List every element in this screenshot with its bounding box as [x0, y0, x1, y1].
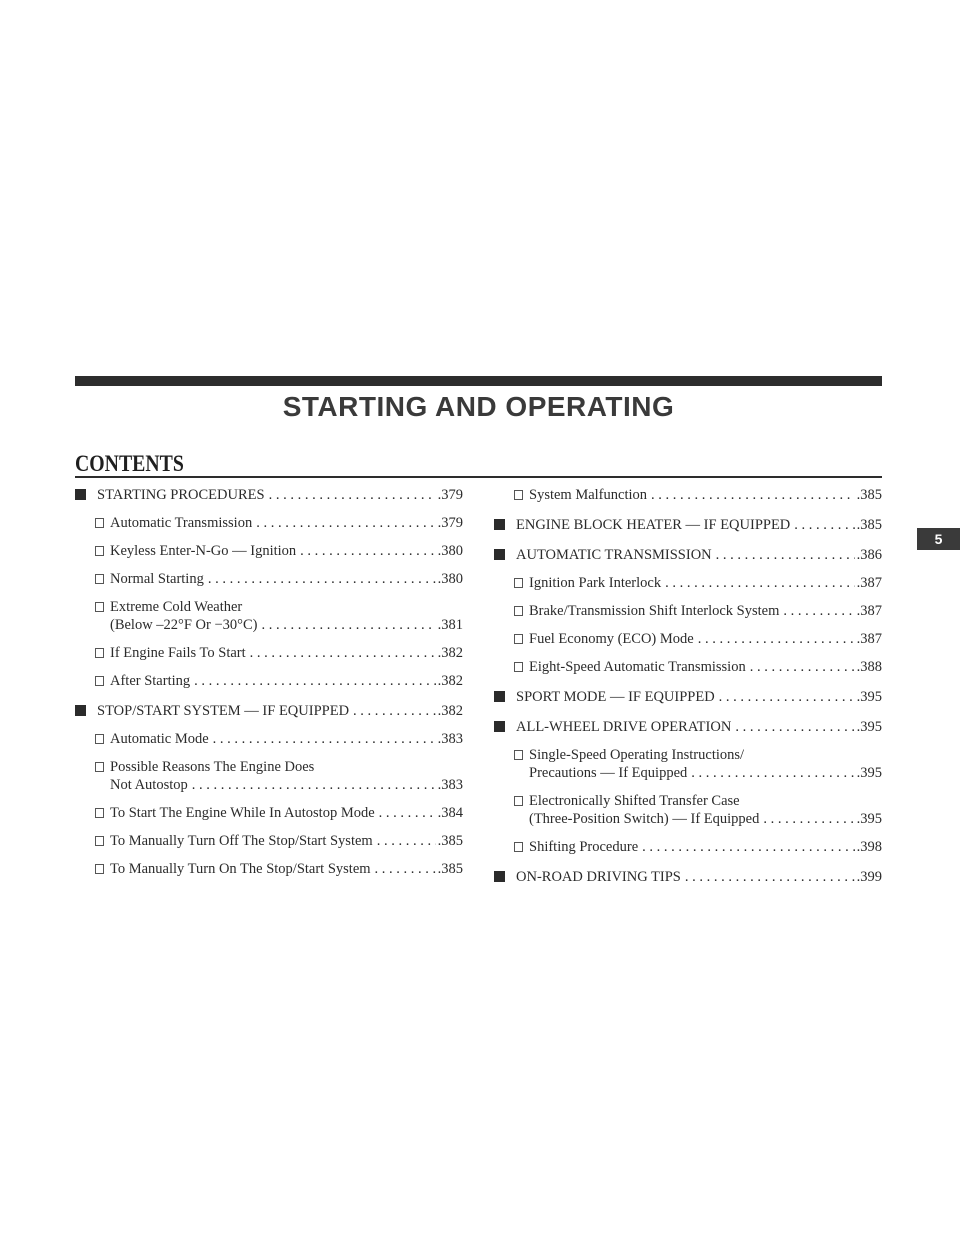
box-bullet-icon [514, 662, 523, 672]
dot-leader [691, 764, 854, 782]
toc-entry-title: Keyless Enter-N-Go — Ignition [110, 543, 297, 559]
toc-entry-title: ALL-WHEEL DRIVE OPERATION [516, 719, 732, 735]
box-bullet-icon [95, 676, 104, 686]
toc-entry-page: .379 [437, 515, 463, 531]
toc-section-entry[interactable] [494, 688, 882, 706]
dot-leader [300, 542, 435, 560]
box-bullet-icon [95, 836, 104, 846]
box-bullet-icon [514, 606, 523, 616]
square-bullet-icon [494, 691, 505, 702]
dot-leader [192, 776, 436, 794]
box-bullet-icon [514, 578, 523, 588]
contents-divider [75, 476, 882, 478]
toc-section-entry[interactable] [494, 718, 882, 736]
toc-entry-title: Ignition Park Interlock [529, 575, 662, 591]
toc-entry-title: ENGINE BLOCK HEATER — IF EQUIPPED [516, 517, 791, 533]
toc-subsection-entry[interactable] [75, 542, 463, 560]
chapter-title-bar [75, 376, 882, 386]
toc-entry-page: .387 [856, 603, 882, 619]
toc-entry-page: .384 [437, 805, 463, 821]
toc-subsection-entry[interactable] [75, 832, 463, 850]
dot-leader [651, 486, 855, 504]
toc-subsection-entry[interactable] [494, 486, 882, 504]
toc-entry-page: .385 [856, 517, 882, 533]
toc-entry-title: System Malfunction [529, 487, 648, 503]
box-bullet-icon [514, 842, 523, 852]
toc-entry-title: Not Autostop [110, 777, 188, 793]
toc-entry-title: Shifting Procedure [529, 839, 639, 855]
dot-leader [642, 838, 854, 856]
toc-entry-page: .383 [437, 731, 463, 747]
box-bullet-icon [95, 762, 104, 772]
toc-subsection-entry[interactable] [75, 672, 463, 690]
box-bullet-icon [95, 648, 104, 658]
toc-entry-page: .383 [437, 777, 463, 793]
dot-leader [208, 570, 436, 588]
toc-entry-page: .395 [856, 689, 882, 705]
toc-entry-title: (Below –22°F Or −30°C) [110, 617, 258, 633]
toc-entry-text-line: Possible Reasons The Engine Does [110, 759, 315, 775]
dot-leader [375, 860, 436, 878]
toc-entry-title: (Three-Position Switch) — If Equipped [529, 811, 760, 827]
toc-entry-title: STARTING PROCEDURES [97, 487, 265, 503]
toc-entry-page: .379 [437, 487, 463, 503]
toc-entry-title: Automatic Transmission [110, 515, 253, 531]
square-bullet-icon [494, 519, 505, 530]
dot-leader [261, 616, 435, 634]
box-bullet-icon [95, 864, 104, 874]
toc-subsection-entry[interactable] [494, 602, 882, 620]
square-bullet-icon [494, 721, 505, 732]
dot-leader [750, 658, 855, 676]
toc-subsection-entry[interactable] [494, 574, 882, 592]
toc-subsection-entry[interactable] [494, 630, 882, 648]
toc-subsection-entry[interactable] [75, 758, 463, 794]
toc-left-column [75, 484, 463, 878]
toc-entry-page: .385 [856, 487, 882, 503]
chapter-tab-badge[interactable]: 5 [917, 528, 960, 550]
toc-entry-page: .380 [437, 571, 463, 587]
dot-leader [377, 832, 436, 850]
contents-heading: CONTENTS [75, 451, 184, 476]
dot-leader [256, 514, 435, 532]
dot-leader [213, 730, 436, 748]
toc-entry-title: ON-ROAD DRIVING TIPS [516, 869, 681, 885]
box-bullet-icon [95, 808, 104, 818]
square-bullet-icon [494, 871, 505, 882]
toc-entry-title: Automatic Mode [110, 731, 209, 747]
box-bullet-icon [514, 490, 523, 500]
toc-entry-page: .380 [437, 543, 463, 559]
toc-entry-page: .399 [856, 869, 882, 885]
toc-entry-title: Eight-Speed Automatic Transmission [529, 659, 746, 675]
toc-entry-title: Normal Starting [110, 571, 204, 587]
dot-leader [794, 516, 854, 534]
chapter-title: STARTING AND OPERATING [282, 391, 675, 422]
toc-entry-title: SPORT MODE — IF EQUIPPED [516, 689, 715, 705]
toc-entry-page: .398 [856, 839, 882, 855]
square-bullet-icon [75, 705, 86, 716]
toc-entry-page: .395 [856, 765, 882, 781]
toc-entry-title: To Manually Turn Off The Stop/Start System [110, 833, 373, 849]
toc-subsection-entry[interactable] [494, 838, 882, 856]
toc-section-entry[interactable] [75, 702, 463, 720]
box-bullet-icon [514, 750, 523, 760]
toc-subsection-entry[interactable] [494, 746, 882, 782]
toc-subsection-entry[interactable] [494, 792, 882, 828]
dot-leader [763, 810, 854, 828]
toc-entry-page: .387 [856, 575, 882, 591]
toc-entry-title: Brake/Transmission Shift Interlock System [529, 603, 780, 619]
toc-right-column [494, 484, 882, 886]
square-bullet-icon [494, 549, 505, 560]
toc-entry-page: .388 [856, 659, 882, 675]
toc-subsection-entry[interactable] [494, 658, 882, 676]
box-bullet-icon [95, 602, 104, 612]
dot-leader [685, 868, 855, 886]
dot-leader [269, 486, 436, 504]
dot-leader [250, 644, 436, 662]
toc-section-entry[interactable] [75, 486, 463, 504]
toc-entry-title: After Starting [110, 673, 191, 689]
toc-entry-title: AUTOMATIC TRANSMISSION [516, 547, 712, 563]
toc-entry-page: .385 [437, 861, 463, 877]
box-bullet-icon [95, 734, 104, 744]
toc-entry-title: If Engine Fails To Start [110, 645, 246, 661]
toc-entry-page: .381 [437, 617, 463, 633]
dot-leader [735, 718, 854, 736]
box-bullet-icon [95, 546, 104, 556]
toc-subsection-entry[interactable] [75, 514, 463, 532]
square-bullet-icon [75, 489, 86, 500]
toc-entry-text-line: Electronically Shifted Transfer Case [529, 793, 740, 809]
toc-section-entry[interactable] [494, 546, 882, 564]
toc-entry-text-line: Extreme Cold Weather [110, 599, 243, 615]
toc-subsection-entry[interactable] [75, 598, 463, 634]
toc-entry-page: .387 [856, 631, 882, 647]
dot-leader [353, 702, 436, 720]
toc-entry-page: .385 [437, 833, 463, 849]
toc-entry-title: STOP/START SYSTEM — IF EQUIPPED [97, 703, 350, 719]
toc-entry-title: Precautions — If Equipped [529, 765, 688, 781]
toc-entry-page: .382 [437, 673, 463, 689]
toc-section-entry[interactable] [494, 516, 882, 534]
box-bullet-icon [514, 796, 523, 806]
toc-entry-page: .386 [856, 547, 882, 563]
toc-entry-page: .382 [437, 703, 463, 719]
dot-leader [719, 688, 855, 706]
toc-entry-title: Fuel Economy (ECO) Mode [529, 631, 694, 647]
dot-leader [716, 546, 855, 564]
box-bullet-icon [514, 634, 523, 644]
toc-subsection-entry[interactable] [75, 860, 463, 878]
toc-subsection-entry[interactable] [75, 570, 463, 588]
toc-entry-title: To Manually Turn On The Stop/Start System [110, 861, 371, 877]
dot-leader [665, 574, 855, 592]
box-bullet-icon [95, 574, 104, 584]
toc-entry-title: To Start The Engine While In Autostop Mode [110, 805, 375, 821]
toc-section-entry[interactable] [494, 868, 882, 886]
dot-leader [194, 672, 435, 690]
toc-subsection-entry[interactable] [75, 804, 463, 822]
dot-leader [379, 804, 436, 822]
toc-entry-text-line: Single-Speed Operating Instructions/ [529, 747, 745, 763]
toc-entry-page: .395 [856, 719, 882, 735]
dot-leader [783, 602, 854, 620]
toc-entry-page: .382 [437, 645, 463, 661]
toc-entry-page: .395 [856, 811, 882, 827]
toc-subsection-entry[interactable] [75, 644, 463, 662]
box-bullet-icon [95, 518, 104, 528]
dot-leader [698, 630, 855, 648]
toc-subsection-entry[interactable] [75, 730, 463, 748]
